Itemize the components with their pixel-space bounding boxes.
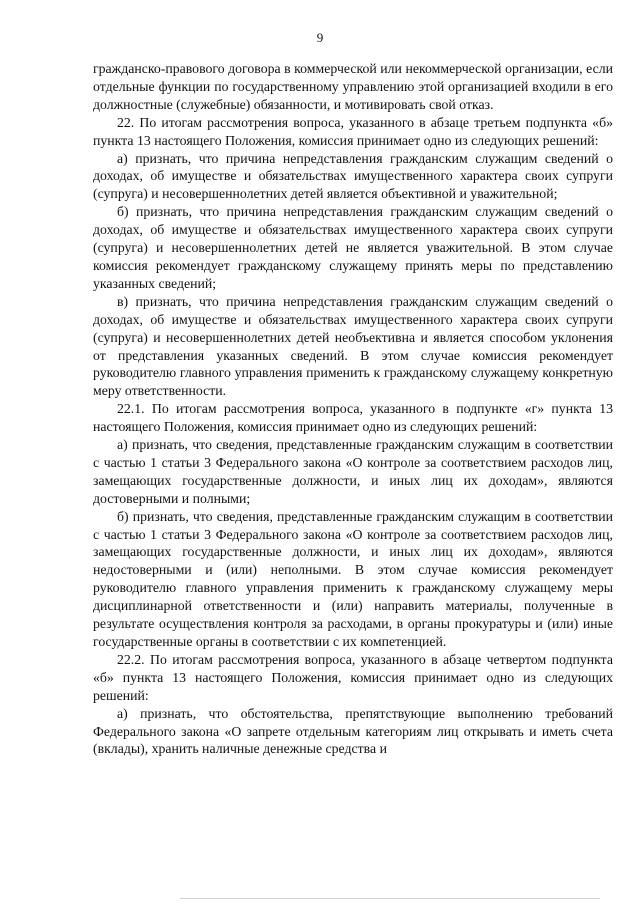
paragraph-continuation: гражданско-правового договора в коммерческой или некоммерческой организации, если отдельные функции по государственному управлению этой организацией входили в его должностные (служебные) обязанности, и мотивировать свой отказ.: [93, 61, 613, 112]
paragraph-22-2-item-a: а) признать, что обстоятельства, препятствующие выполнению требований Федерального закона «О запрете отдельным категориям лиц открывать и иметь счета (вклады), хранить наличные денежные средства и: [93, 705, 613, 757]
paragraph-22-1-item-a: а) признать, что сведения, представленные гражданским служащим в соответствии с частью 1 статьи 3 Федерального закона «О контроле за соответствием расходов лиц, замещающих государственные должности, и иных лиц их доходам», являются достоверными и полными;: [93, 437, 613, 506]
paragraph-22-item-a: а) признать, что причина непредставления гражданским служащим сведений о доходах, об имуществе и обязательствах имущественного характера своих супруги (супруга) и несовершеннолетних детей является объективной и уважительной;: [93, 150, 613, 202]
scan-edge-divider: [180, 898, 600, 899]
document-body: [93, 60, 613, 758]
paragraph-22-2: 22.2. По итогам рассмотрения вопроса, указанного в абзаце четвертом подпункта «б» пункта 13 настоящего Положения, комиссия принимает одно из следующих решений:: [93, 651, 613, 703]
paragraph-22-1-item-b: б) признать, что сведения, представленные гражданским служащим в соответствии с частью 1 статьи 3 Федерального закона «О контроле за соответствием расходов лиц, замещающих государственные должности, и иных лиц их доходам», являются недостоверными и (или) неполными. В этом случае комиссия рекомендует руководителю главного управления применить к гражданскому служащему меры дисциплинарной ответственности и (или) направить материалы, полученные в результате осуществления контроля за расходами, в органы прокуратуры и (или) иные государственные органы в соответствии с их компетенцией.: [93, 508, 613, 649]
paragraph-22-item-b: б) признать, что причина непредставления гражданским служащим сведений о доходах, об имуществе и обязательствах имущественного характера своих супруги (супруга) и несовершеннолетних детей не является уважительной. В этом случае комиссия рекомендует гражданскому служащему принять меры по представлению указанных сведений;: [93, 204, 613, 291]
paragraph-22-1: 22.1. По итогам рассмотрения вопроса, указанного в подпункте «г» пункта 13 настоящего Положения, комиссия принимает одно из следующих решений:: [93, 401, 613, 435]
page-number: 9: [316, 30, 324, 45]
paragraph-22: 22. По итогам рассмотрения вопроса, указанного в абзаце третьем подпункта «б» пункта 13 настоящего Положения, комиссия принимает одно из следующих решений:: [93, 114, 613, 148]
paragraph-22-item-v: в) признать, что причина непредставления гражданским служащим сведений о доходах, об имуществе и обязательствах имущественного характера своих супруги (супруга) и несовершеннолетних детей необъективна и является способом уклонения от представления указанных сведений. В этом случае комиссия рекомендует руководителю главного управления применить к гражданскому служащему конкретную меру ответственности.: [93, 293, 613, 399]
